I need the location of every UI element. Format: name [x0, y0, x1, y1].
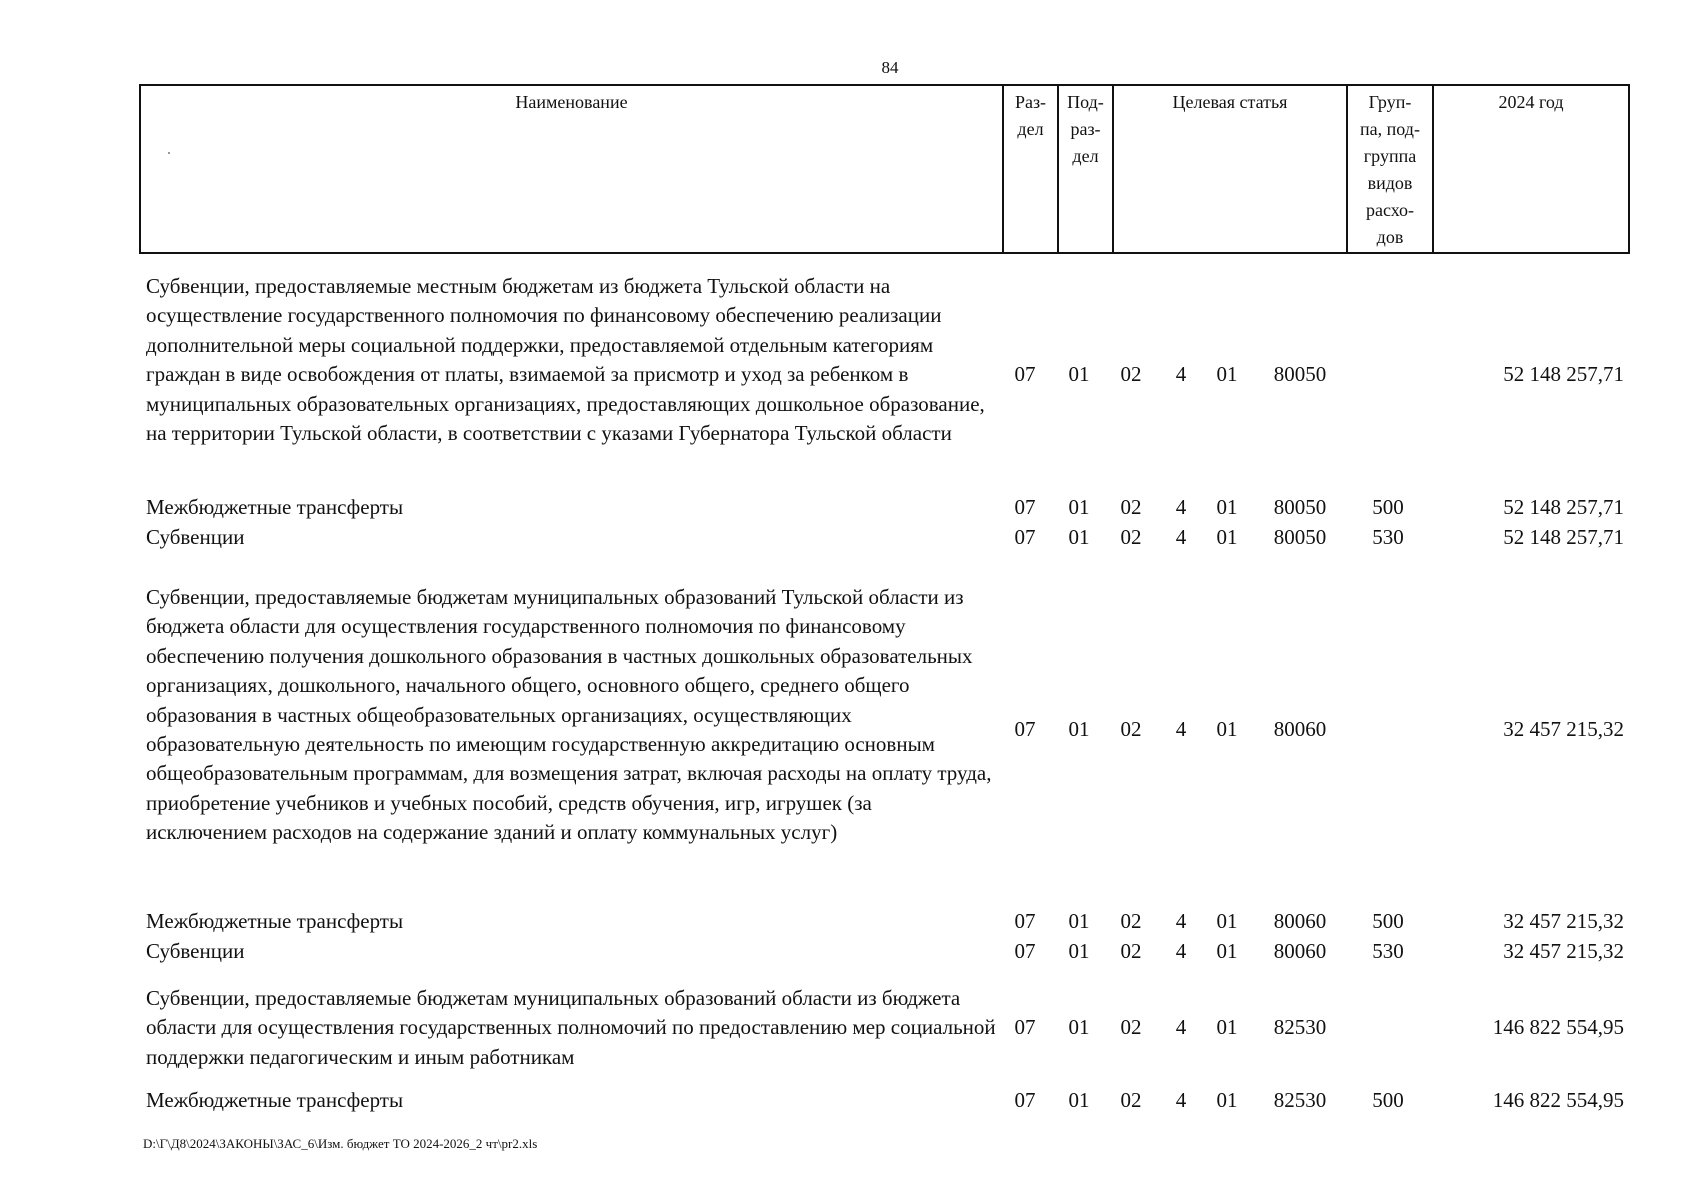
header-razdel [1002, 86, 1057, 252]
row-razdel: 07 [1014, 939, 1036, 963]
header-name-label: Наименование [515, 92, 628, 112]
header-expense-group-line: па, под- [1360, 119, 1420, 139]
row-sum: 146 822 554,95 [1492, 1088, 1624, 1112]
row-target-article-subprogram: 01 [1216, 1088, 1238, 1112]
row-target-article-type: 4 [1175, 1015, 1187, 1039]
row-target-article-direction: 80060 [1273, 939, 1327, 963]
row-razdel: 07 [1014, 909, 1036, 933]
row-target-article-type: 4 [1175, 362, 1187, 386]
row-target-article-type: 4 [1175, 909, 1187, 933]
row-sum: 32 457 215,32 [1503, 909, 1624, 933]
row-expense-group: 530 [1372, 939, 1404, 963]
row-razdel: 07 [1014, 1088, 1036, 1112]
row-target-article-program: 02 [1120, 717, 1142, 741]
row-target-article-direction: 80060 [1273, 909, 1327, 933]
row-expense-group: 500 [1372, 495, 1404, 519]
row-target-article-program: 02 [1120, 525, 1142, 549]
row-expense-group: 530 [1372, 525, 1404, 549]
header-name [141, 86, 1002, 252]
row-name: Межбюджетные трансферты [146, 1088, 404, 1112]
row-sum: 146 822 554,95 [1492, 1015, 1624, 1039]
header-year [1432, 86, 1628, 252]
row-podrazdel: 01 [1068, 362, 1090, 386]
row-name: Субвенции, предоставляемые бюджетам муниципальных образований области из бюджета области для осуществления государственных полномочий по предоставлению мер социальной поддержки педагогическим и иным работникам [146, 986, 996, 1069]
row-target-article-type: 4 [1175, 495, 1187, 519]
row-razdel: 07 [1014, 717, 1036, 741]
row-podrazdel: 01 [1068, 909, 1090, 933]
row-name: Субвенции, предоставляемые бюджетам муниципальных образований Тульской области из бюджета области для осуществления государственного полномочия по финансовому обеспечению получения дошкольного образования в частных дошкольных образовательных организациях, дошкольного, начального общего, основного общего, среднего общего образования в частных общеобразовательных организациях, осуществляющих образовательную деятельность по имеющим государственную аккредитацию основным общеобразовательным программам, для возмещения затрат, включая расходы на оплату труда, приобретение учебников и учебных пособий, средств обучения, игр, игрушек (за исключением расходов на содержание зданий и оплату коммунальных услуг) [146, 585, 992, 845]
page-number: 84 [881, 58, 899, 77]
row-target-article-direction: 80060 [1273, 717, 1327, 741]
row-target-article-type: 4 [1175, 525, 1187, 549]
header-expense-group-line: видов [1367, 173, 1413, 193]
row-target-article-subprogram: 01 [1216, 362, 1238, 386]
row-target-article-direction: 82530 [1273, 1088, 1327, 1112]
row-target-article-direction: 80050 [1273, 495, 1327, 519]
row-name: Межбюджетные трансферты [146, 495, 404, 519]
row-target-article-direction: 80050 [1273, 525, 1327, 549]
row-razdel: 07 [1014, 1015, 1036, 1039]
row-expense-group: 500 [1372, 1088, 1404, 1112]
row-target-article-type: 4 [1175, 1088, 1187, 1112]
row-target-article-direction: 82530 [1273, 1015, 1327, 1039]
row-podrazdel: 01 [1068, 525, 1090, 549]
row-target-article-subprogram: 01 [1216, 717, 1238, 741]
row-name: Субвенции, предоставляемые местным бюджетам из бюджета Тульской области на осуществление государственного полномочия по финансовому обеспечению реализации дополнительной меры социальной поддержки, предоставляемой отдельным категориям граждан в виде освобождения от платы, взимаемой за присмотр и уход за ребенком в муниципальных образовательных организациях, предоставляющих дошкольное образование, на территории Тульской области, в соответствии с указами Губернатора Тульской области [146, 274, 985, 446]
row-podrazdel: 01 [1068, 495, 1090, 519]
header-podrazdel-line: раз- [1070, 119, 1101, 139]
row-target-article-subprogram: 01 [1216, 525, 1238, 549]
file-path-footer: D:\Г\Д8\2024\ЗАКОНЫ\ЗАС_6\Изм. бюджет ТО 2024-2026_2 чт\pr2.xls [143, 1136, 538, 1151]
row-name: Межбюджетные трансферты [146, 909, 404, 933]
row-target-article-subprogram: 01 [1216, 495, 1238, 519]
row-target-article-type: 4 [1175, 939, 1187, 963]
row-name: Субвенции [146, 939, 245, 963]
row-sum: 52 148 257,71 [1503, 525, 1624, 549]
header-expense-group [1346, 86, 1432, 252]
row-target-article-subprogram: 01 [1216, 1015, 1238, 1039]
row-target-article-type: 4 [1175, 717, 1187, 741]
header-expense-group-line: расхо- [1365, 200, 1415, 220]
header-expense-group-line: Груп- [1368, 92, 1412, 112]
header-year-label: 2024 год [1498, 92, 1564, 112]
header-razdel-line: дел [1017, 119, 1044, 139]
header-razdel-line: Раз- [1014, 92, 1047, 112]
row-sum: 32 457 215,32 [1503, 939, 1624, 963]
row-razdel: 07 [1014, 362, 1036, 386]
header-podrazdel [1057, 86, 1112, 252]
row-razdel: 07 [1014, 495, 1036, 519]
header-podrazdel-line: дел [1072, 146, 1099, 166]
row-podrazdel: 01 [1068, 1088, 1090, 1112]
header-podrazdel-line: Под- [1067, 92, 1104, 112]
row-target-article-direction: 80050 [1273, 362, 1327, 386]
header-expense-group-line: группа [1363, 146, 1417, 166]
row-razdel: 07 [1014, 525, 1036, 549]
header-target-article [1112, 86, 1346, 252]
row-target-article-program: 02 [1120, 909, 1142, 933]
row-podrazdel: 01 [1068, 939, 1090, 963]
row-podrazdel: 01 [1068, 1015, 1090, 1039]
row-target-article-program: 02 [1120, 939, 1142, 963]
row-expense-group: 500 [1372, 909, 1404, 933]
scan-speck [168, 152, 170, 154]
row-name: Субвенции [146, 525, 245, 549]
row-target-article-program: 02 [1120, 1088, 1142, 1112]
header-target-article-label: Целевая статья [1172, 92, 1288, 112]
row-target-article-program: 02 [1120, 495, 1142, 519]
row-target-article-program: 02 [1120, 1015, 1142, 1039]
row-podrazdel: 01 [1068, 717, 1090, 741]
row-sum: 52 148 257,71 [1503, 362, 1624, 386]
row-target-article-subprogram: 01 [1216, 939, 1238, 963]
row-sum: 52 148 257,71 [1503, 495, 1624, 519]
row-target-article-subprogram: 01 [1216, 909, 1238, 933]
row-sum: 32 457 215,32 [1503, 717, 1624, 741]
table-header [139, 84, 1630, 254]
header-expense-group-line: дов [1376, 227, 1404, 247]
row-target-article-program: 02 [1120, 362, 1142, 386]
